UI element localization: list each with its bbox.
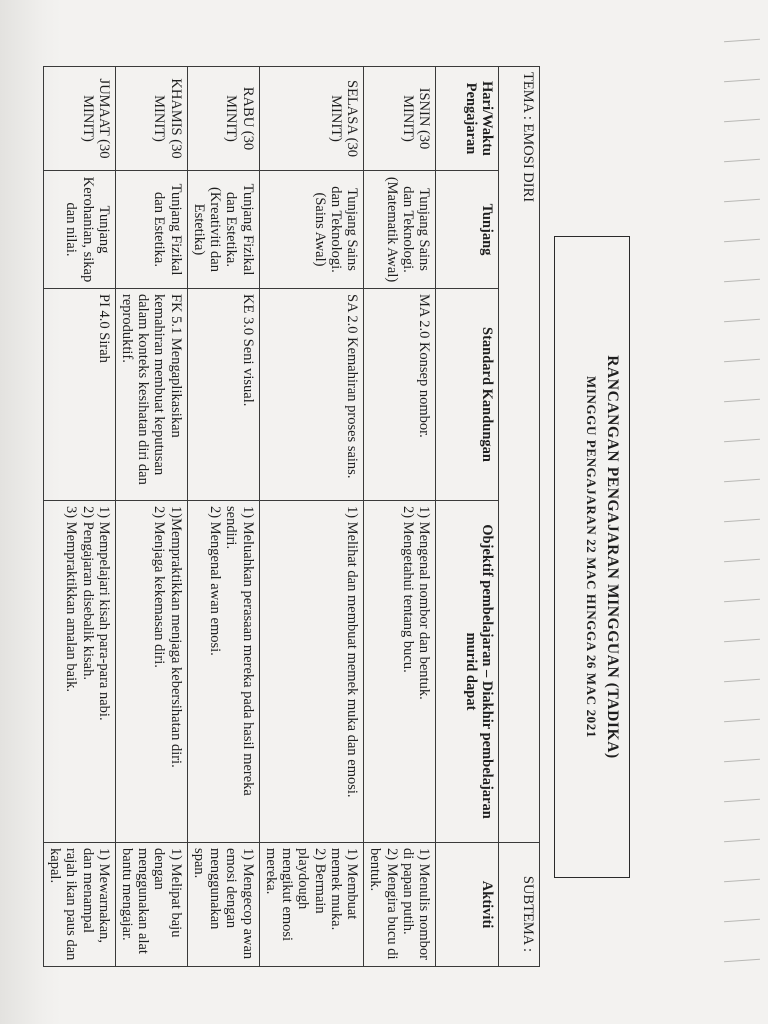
day-cell: ISNIN (30 MINIT) (364, 67, 436, 171)
margin-tick-marks (700, 40, 760, 980)
subtema-cell: SUBTEMA : (499, 843, 540, 967)
aktiviti-item: 1) Mewarnakan, dan menampal rajah ikan paus dan kapal. (47, 848, 112, 961)
aktiviti-item: 2) Bermain playdough mengikut emosi mereka. (262, 848, 328, 942)
tunjang-cell: Tunjang Sains dan Teknologi. (Sains Awal) (259, 171, 363, 289)
header-tunjang: Tunjang (436, 171, 499, 289)
header-standard: Standard Kandungan (436, 289, 499, 501)
aktiviti-item: 1) Melipat baju dengan menggunakan alat bantu mengajar. (119, 848, 184, 954)
standard-cell: PI 4.0 Sirah (43, 289, 115, 501)
aktiviti-cell (43, 843, 115, 967)
objektif-cell (43, 501, 115, 843)
table-row (259, 67, 363, 967)
table-row (115, 67, 187, 967)
table-row (364, 67, 436, 967)
header-hari: Hari/Waktu Pengajaran (436, 67, 499, 171)
objektif-item: 2) Pengajaran disebalik kisah. (79, 506, 96, 680)
standard-cell: SA 2.0 Kemahiran proses sains. (259, 289, 363, 501)
day-cell: KHAMIS (30 MINIT) (115, 67, 187, 171)
objektif-cell (364, 501, 436, 843)
objektif-item: 3) Mempraktikkan amalan baik. (63, 506, 80, 693)
objektif-item: 1) Meluahkan perasaan mereka pada hasil mereka sendiri. (223, 506, 256, 796)
aktiviti-cell (187, 843, 259, 967)
objektif-item: 2) Mengenal awan emosi. (207, 506, 224, 656)
objektif-cell (115, 501, 187, 843)
document-header (554, 236, 630, 878)
aktiviti-cell (364, 843, 436, 967)
objektif-item: 1) Mempelajari kisah para-para nabi. (95, 506, 112, 721)
day-cell: SELASA (30 MINIT) (259, 67, 363, 171)
objektif-cell (187, 501, 259, 843)
lesson-plan-table (43, 66, 540, 967)
document-subtitle: MINGGU PENGAJARAN 22 MAC HINGGA 26 MAC 2021 (584, 376, 599, 738)
standard-cell: MA 2.0 Konsep nombor. (364, 289, 436, 501)
tema-cell: TEMA : EMOSI DIRI (499, 67, 540, 843)
objektif-item: 1)Mempraktikkan menjaga kebersihatan diri. (167, 506, 184, 768)
aktiviti-item: 1) Mengecop awan emosi dengan menggunakan span. (190, 848, 256, 960)
table-row-tema (499, 67, 540, 967)
objektif-item: 1) Mengenal nombor dan bentuk. (416, 506, 432, 700)
tunjang-cell: Tunjang Fizikal dan Estetika. (Kreativiti dan Estetika) (187, 171, 259, 289)
table-header-row (436, 67, 499, 967)
day-cell: RABU (30 MINIT) (187, 67, 259, 171)
tunjang-cell: Tunjang Kerohanian, sikap dan nilai. (43, 171, 115, 289)
table-row (43, 67, 115, 967)
aktiviti-item: 1) Menulis nombor di papan putih. (399, 848, 432, 961)
aktiviti-cell (259, 843, 363, 967)
objektif-item: 1) Melihat dan membuat memek muka dan emosi. (344, 506, 361, 798)
objektif-cell (259, 501, 363, 843)
standard-cell: KE 3.0 Seni visual. (187, 289, 259, 501)
table-row (187, 67, 259, 967)
aktiviti-cell (115, 843, 187, 967)
objektif-item: 2) Menjaga kekemasan diri. (151, 506, 168, 668)
objektif-item: 2) Mengetahui tentang bucu. (399, 506, 416, 673)
day-cell: JUMAAT (30 MINIT) (43, 67, 115, 171)
header-aktiviti: Aktiviti (436, 843, 499, 967)
aktiviti-item: 1) Membuat memek muka. (327, 848, 361, 931)
document-title: RANCANGAN PENGAJARAN MINGGUAN (TADIKA) (604, 355, 621, 759)
standard-cell: FK 5.1 Mengaplikasikan kemahiran membuat keputusan dalam konteks kesihatan diri dan reproduktif. (115, 289, 187, 501)
tunjang-cell: Tunjang Fizikal dan Estetika. (115, 171, 187, 289)
aktiviti-item: 2) Mengira bucu di bentuk. (367, 848, 400, 960)
lesson-plan-sheet (47, 66, 632, 966)
header-objektif: Objektif pembelajaran – Diakhir pembelajaran murid dapat (436, 501, 499, 843)
tunjang-cell: Tunjang Sains dan Teknologi. (Matematik Awal) (364, 171, 436, 289)
